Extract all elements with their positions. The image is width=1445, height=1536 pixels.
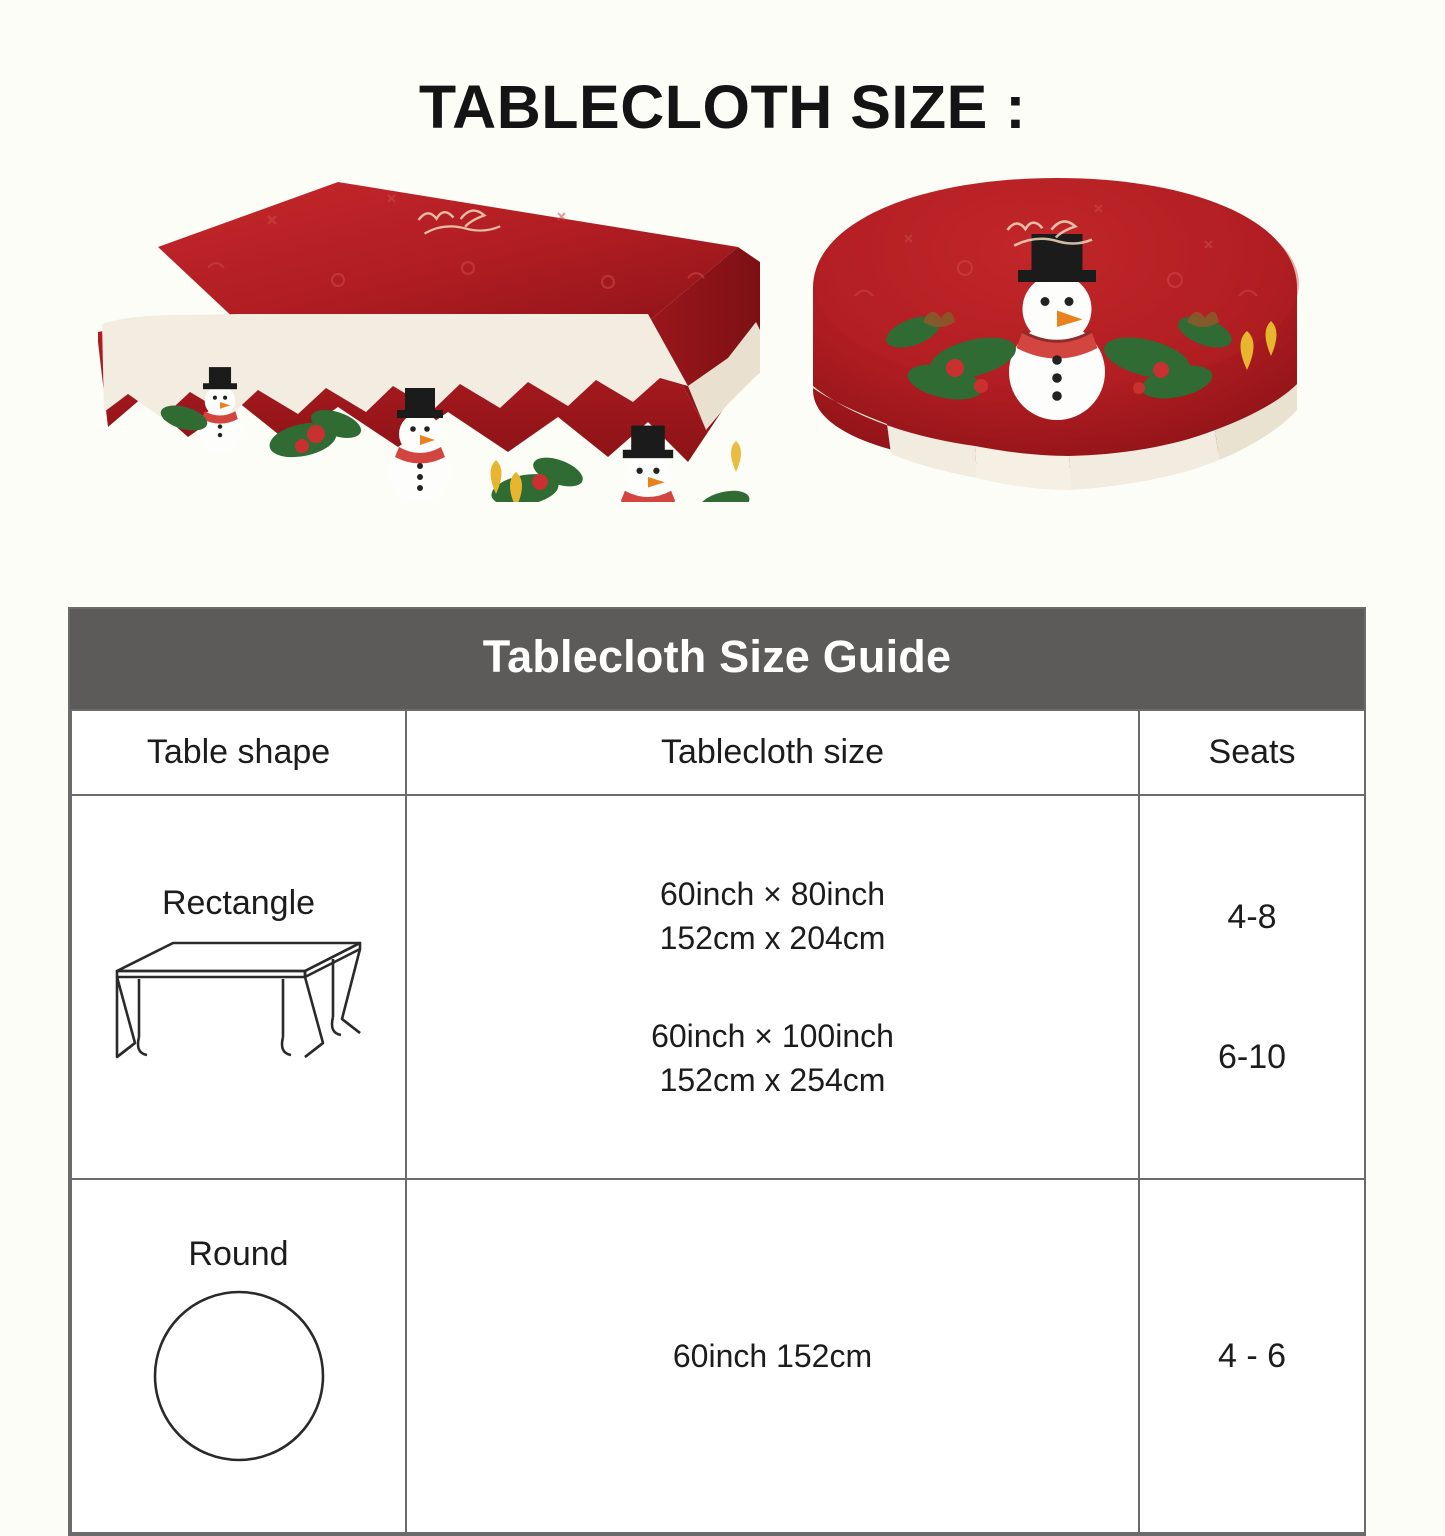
size-inch-1: 60inch × 80inch — [659, 875, 886, 912]
table-row — [71, 795, 1365, 1179]
shape-cell-round — [71, 1179, 406, 1533]
size-option-round — [407, 1328, 1138, 1384]
shape-cell-rectangle — [71, 795, 406, 1179]
column-header-seats: Seats — [1139, 710, 1365, 795]
size-cell-round — [406, 1179, 1139, 1533]
rectangle-tablecloth-photo — [88, 172, 763, 502]
seats-value-round: 4 - 6 — [1217, 1336, 1287, 1375]
size-option-1 — [407, 866, 1138, 966]
table-header-row — [71, 710, 1365, 795]
page-title: TABLECLOTH SIZE : — [418, 73, 1027, 141]
guide-header-title: Tablecloth Size Guide — [70, 609, 1364, 709]
seats-cell-rectangle — [1139, 795, 1365, 1179]
round-tablecloth-photo — [795, 172, 1315, 502]
tablecloth-size-guide — [68, 607, 1366, 1536]
column-header-table-shape: Table shape — [71, 710, 406, 795]
size-cell-rectangle — [406, 795, 1139, 1179]
size-inch-2: 60inch × 100inch — [651, 1018, 894, 1054]
rectangle-table-icon — [111, 933, 366, 1083]
size-cm-1: 152cm x 204cm — [659, 919, 886, 956]
shape-label-rectangle: Rectangle — [161, 883, 316, 922]
table-row — [71, 1179, 1365, 1533]
size-guide-table — [70, 709, 1366, 1534]
product-image-row — [0, 162, 1445, 542]
seats-cell-round — [1139, 1179, 1365, 1533]
size-inch-round: 60inch 152cm — [672, 1337, 873, 1374]
size-option-2 — [407, 1008, 1138, 1108]
shape-label-round: Round — [188, 1235, 289, 1273]
size-cm-2: 152cm x 254cm — [659, 1062, 886, 1099]
seats-value-2: 6-10 — [1217, 1037, 1287, 1076]
seats-value-1: 4-8 — [1227, 897, 1277, 936]
round-table-icon — [139, 1284, 339, 1469]
column-header-tablecloth-size: Tablecloth size — [406, 710, 1139, 795]
